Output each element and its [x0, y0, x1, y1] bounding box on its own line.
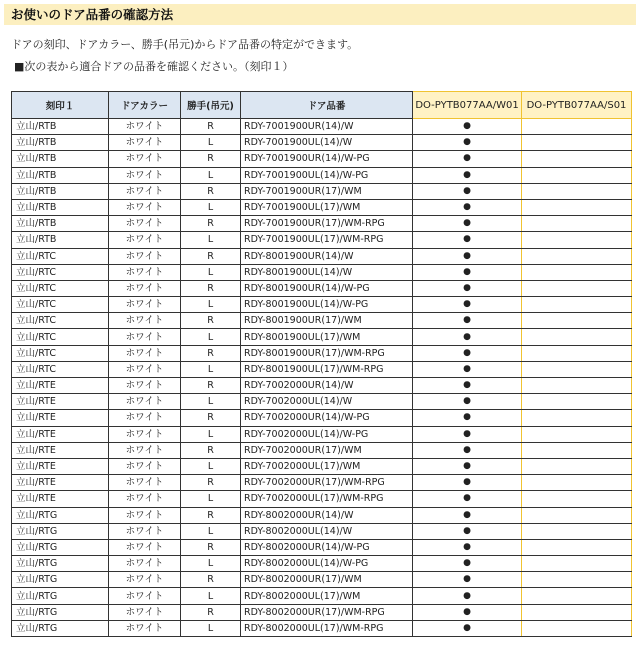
- table-row: [12, 523, 632, 539]
- table-row: [12, 507, 632, 523]
- cell-door-color: ホワイト: [109, 264, 181, 280]
- cell-stamp: 立山/RTB: [12, 183, 109, 199]
- cell-product-w01-mark: ●: [413, 183, 522, 199]
- cell-stamp: 立山/RTG: [12, 507, 109, 523]
- cell-product-s01-mark: [522, 345, 632, 361]
- cell-door-color: ホワイト: [109, 556, 181, 572]
- cell-product-s01-mark: [522, 442, 632, 458]
- cell-product-w01-mark: ●: [413, 604, 522, 620]
- cell-product-w01-mark: ●: [413, 507, 522, 523]
- cell-door-color: ホワイト: [109, 313, 181, 329]
- cell-hinge-side: L: [181, 588, 241, 604]
- cell-hinge-side: R: [181, 119, 241, 135]
- cell-product-s01-mark: [522, 199, 632, 215]
- table-row: [12, 264, 632, 280]
- cell-product-s01-mark: [522, 151, 632, 167]
- table-row: [12, 442, 632, 458]
- cell-door-part-number: RDY-7002000UL(17)/WM-RPG: [241, 491, 413, 507]
- cell-hinge-side: R: [181, 345, 241, 361]
- cell-hinge-side: L: [181, 426, 241, 442]
- cell-product-w01-mark: ●: [413, 442, 522, 458]
- cell-product-w01-mark: ●: [413, 345, 522, 361]
- cell-door-color: ホワイト: [109, 199, 181, 215]
- cell-product-s01-mark: [522, 183, 632, 199]
- cell-hinge-side: L: [181, 329, 241, 345]
- cell-stamp: 立山/RTG: [12, 556, 109, 572]
- cell-hinge-side: L: [181, 264, 241, 280]
- cell-stamp: 立山/RTG: [12, 523, 109, 539]
- cell-hinge-side: R: [181, 151, 241, 167]
- cell-stamp: 立山/RTC: [12, 345, 109, 361]
- cell-product-w01-mark: ●: [413, 297, 522, 313]
- cell-door-part-number: RDY-7002000UR(14)/W: [241, 378, 413, 394]
- cell-door-part-number: RDY-8002000UR(17)/WM: [241, 572, 413, 588]
- cell-product-w01-mark: ●: [413, 426, 522, 442]
- table-row: [12, 556, 632, 572]
- cell-door-color: ホワイト: [109, 119, 181, 135]
- header-door-part-number: ドア品番: [241, 92, 413, 119]
- cell-door-part-number: RDY-8001900UL(14)/W-PG: [241, 297, 413, 313]
- cell-door-color: ホワイト: [109, 442, 181, 458]
- table-row: [12, 572, 632, 588]
- table-row: [12, 410, 632, 426]
- cell-stamp: 立山/RTE: [12, 410, 109, 426]
- cell-door-color: ホワイト: [109, 232, 181, 248]
- cell-door-color: ホワイト: [109, 604, 181, 620]
- cell-product-w01-mark: ●: [413, 151, 522, 167]
- cell-product-s01-mark: [522, 620, 632, 636]
- cell-hinge-side: L: [181, 394, 241, 410]
- cell-door-part-number: RDY-8002000UR(14)/W: [241, 507, 413, 523]
- cell-stamp: 立山/RTB: [12, 167, 109, 183]
- cell-product-w01-mark: ●: [413, 475, 522, 491]
- table-row: [12, 475, 632, 491]
- cell-hinge-side: R: [181, 572, 241, 588]
- cell-stamp: 立山/RTB: [12, 216, 109, 232]
- cell-door-part-number: RDY-8001900UR(14)/W: [241, 248, 413, 264]
- cell-product-s01-mark: [522, 119, 632, 135]
- header-stamp: 刻印１: [12, 92, 109, 119]
- cell-product-w01-mark: ●: [413, 491, 522, 507]
- cell-hinge-side: R: [181, 378, 241, 394]
- table-body: [12, 119, 632, 637]
- cell-product-w01-mark: ●: [413, 280, 522, 296]
- table-row: [12, 183, 632, 199]
- cell-stamp: 立山/RTB: [12, 119, 109, 135]
- cell-stamp: 立山/RTE: [12, 394, 109, 410]
- cell-product-s01-mark: [522, 604, 632, 620]
- header-door-color: ドアカラー: [109, 92, 181, 119]
- cell-product-s01-mark: [522, 539, 632, 555]
- cell-door-color: ホワイト: [109, 248, 181, 264]
- cell-door-color: ホワイト: [109, 135, 181, 151]
- cell-door-color: ホワイト: [109, 329, 181, 345]
- cell-hinge-side: R: [181, 475, 241, 491]
- cell-product-w01-mark: ●: [413, 119, 522, 135]
- table-row: [12, 620, 632, 636]
- door-compatibility-table: [11, 91, 632, 637]
- cell-door-part-number: RDY-7002000UL(17)/WM: [241, 458, 413, 474]
- cell-product-w01-mark: ●: [413, 248, 522, 264]
- header-hinge-side: 勝手(吊元): [181, 92, 241, 119]
- cell-door-part-number: RDY-8001900UR(17)/WM-RPG: [241, 345, 413, 361]
- cell-stamp: 立山/RTE: [12, 442, 109, 458]
- cell-hinge-side: R: [181, 604, 241, 620]
- cell-stamp: 立山/RTB: [12, 151, 109, 167]
- table-row: [12, 248, 632, 264]
- table-row: [12, 491, 632, 507]
- cell-door-color: ホワイト: [109, 410, 181, 426]
- cell-hinge-side: L: [181, 297, 241, 313]
- cell-hinge-side: R: [181, 507, 241, 523]
- cell-door-part-number: RDY-8002000UR(17)/WM-RPG: [241, 604, 413, 620]
- cell-product-s01-mark: [522, 588, 632, 604]
- cell-stamp: 立山/RTG: [12, 539, 109, 555]
- cell-door-part-number: RDY-7002000UR(17)/WM-RPG: [241, 475, 413, 491]
- cell-product-w01-mark: ●: [413, 199, 522, 215]
- cell-hinge-side: R: [181, 248, 241, 264]
- cell-door-color: ホワイト: [109, 523, 181, 539]
- cell-stamp: 立山/RTC: [12, 329, 109, 345]
- cell-hinge-side: L: [181, 167, 241, 183]
- cell-door-color: ホワイト: [109, 167, 181, 183]
- cell-stamp: 立山/RTB: [12, 199, 109, 215]
- table-row: [12, 588, 632, 604]
- description-text: ドアの刻印、ドアカラー、勝手(吊元)からドア品番の特定ができます。: [11, 38, 359, 51]
- cell-product-w01-mark: ●: [413, 620, 522, 636]
- cell-product-w01-mark: ●: [413, 167, 522, 183]
- cell-product-s01-mark: [522, 264, 632, 280]
- cell-stamp: 立山/RTG: [12, 572, 109, 588]
- cell-product-s01-mark: [522, 216, 632, 232]
- cell-door-color: ホワイト: [109, 280, 181, 296]
- cell-stamp: 立山/RTE: [12, 475, 109, 491]
- cell-product-w01-mark: ●: [413, 232, 522, 248]
- cell-stamp: 立山/RTC: [12, 264, 109, 280]
- table-row: [12, 199, 632, 215]
- cell-hinge-side: L: [181, 199, 241, 215]
- cell-hinge-side: L: [181, 458, 241, 474]
- cell-door-part-number: RDY-7002000UL(14)/W: [241, 394, 413, 410]
- cell-product-w01-mark: ●: [413, 556, 522, 572]
- table-row: [12, 232, 632, 248]
- cell-door-color: ホワイト: [109, 183, 181, 199]
- table-row: [12, 135, 632, 151]
- cell-door-color: ホワイト: [109, 426, 181, 442]
- cell-door-color: ホワイト: [109, 588, 181, 604]
- cell-door-part-number: RDY-8001900UL(17)/WM: [241, 329, 413, 345]
- cell-stamp: 立山/RTE: [12, 378, 109, 394]
- cell-product-w01-mark: ●: [413, 539, 522, 555]
- cell-product-w01-mark: ●: [413, 378, 522, 394]
- cell-door-color: ホワイト: [109, 458, 181, 474]
- cell-product-s01-mark: [522, 280, 632, 296]
- cell-hinge-side: L: [181, 232, 241, 248]
- cell-stamp: 立山/RTB: [12, 232, 109, 248]
- cell-stamp: 立山/RTC: [12, 280, 109, 296]
- table-row: [12, 394, 632, 410]
- cell-product-w01-mark: ●: [413, 329, 522, 345]
- cell-hinge-side: R: [181, 410, 241, 426]
- cell-hinge-side: R: [181, 280, 241, 296]
- cell-door-color: ホワイト: [109, 475, 181, 491]
- cell-product-s01-mark: [522, 232, 632, 248]
- cell-product-s01-mark: [522, 491, 632, 507]
- cell-door-part-number: RDY-8001900UL(17)/WM-RPG: [241, 361, 413, 377]
- cell-hinge-side: R: [181, 313, 241, 329]
- instruction-text: ■次の表から適合ドアの品番を確認ください。（刻印１）: [14, 60, 294, 73]
- cell-hinge-side: L: [181, 523, 241, 539]
- page-title: お使いのドア品番の確認方法: [4, 4, 636, 25]
- cell-door-part-number: RDY-8002000UL(14)/W: [241, 523, 413, 539]
- cell-door-color: ホワイト: [109, 345, 181, 361]
- cell-door-part-number: RDY-7001900UR(14)/W-PG: [241, 151, 413, 167]
- cell-door-part-number: RDY-7001900UL(14)/W: [241, 135, 413, 151]
- cell-door-color: ホワイト: [109, 394, 181, 410]
- cell-product-s01-mark: [522, 394, 632, 410]
- cell-product-w01-mark: ●: [413, 572, 522, 588]
- cell-product-s01-mark: [522, 523, 632, 539]
- cell-hinge-side: L: [181, 491, 241, 507]
- cell-stamp: 立山/RTE: [12, 426, 109, 442]
- cell-door-part-number: RDY-7001900UL(17)/WM-RPG: [241, 232, 413, 248]
- cell-stamp: 立山/RTE: [12, 458, 109, 474]
- cell-door-part-number: RDY-8002000UL(14)/W-PG: [241, 556, 413, 572]
- table-row: [12, 458, 632, 474]
- cell-product-w01-mark: ●: [413, 588, 522, 604]
- cell-door-color: ホワイト: [109, 507, 181, 523]
- cell-product-s01-mark: [522, 313, 632, 329]
- table-row: [12, 539, 632, 555]
- cell-door-part-number: RDY-7001900UR(17)/WM-RPG: [241, 216, 413, 232]
- table-row: [12, 378, 632, 394]
- cell-product-w01-mark: ●: [413, 410, 522, 426]
- cell-stamp: 立山/RTC: [12, 248, 109, 264]
- cell-door-part-number: RDY-7002000UL(14)/W-PG: [241, 426, 413, 442]
- cell-product-s01-mark: [522, 378, 632, 394]
- cell-door-part-number: RDY-7001900UL(14)/W-PG: [241, 167, 413, 183]
- cell-product-w01-mark: ●: [413, 458, 522, 474]
- table-row: [12, 426, 632, 442]
- cell-product-w01-mark: ●: [413, 361, 522, 377]
- cell-door-part-number: RDY-8002000UL(17)/WM: [241, 588, 413, 604]
- cell-door-color: ホワイト: [109, 491, 181, 507]
- table-row: [12, 297, 632, 313]
- table-row: [12, 604, 632, 620]
- cell-stamp: 立山/RTG: [12, 604, 109, 620]
- cell-product-w01-mark: ●: [413, 135, 522, 151]
- cell-product-s01-mark: [522, 135, 632, 151]
- cell-hinge-side: R: [181, 183, 241, 199]
- cell-product-s01-mark: [522, 475, 632, 491]
- cell-product-s01-mark: [522, 458, 632, 474]
- cell-stamp: 立山/RTB: [12, 135, 109, 151]
- cell-stamp: 立山/RTC: [12, 297, 109, 313]
- header-product-s01: DO-PYTB077AA/S01: [522, 92, 632, 119]
- cell-product-w01-mark: ●: [413, 216, 522, 232]
- table-row: [12, 151, 632, 167]
- cell-door-part-number: RDY-7001900UR(14)/W: [241, 119, 413, 135]
- cell-product-w01-mark: ●: [413, 264, 522, 280]
- cell-door-color: ホワイト: [109, 620, 181, 636]
- cell-door-part-number: RDY-8001900UL(14)/W: [241, 264, 413, 280]
- cell-product-s01-mark: [522, 426, 632, 442]
- cell-door-color: ホワイト: [109, 361, 181, 377]
- cell-product-s01-mark: [522, 297, 632, 313]
- cell-door-color: ホワイト: [109, 297, 181, 313]
- table-row: [12, 313, 632, 329]
- cell-product-s01-mark: [522, 507, 632, 523]
- table-row: [12, 280, 632, 296]
- cell-door-color: ホワイト: [109, 539, 181, 555]
- cell-door-color: ホワイト: [109, 151, 181, 167]
- cell-stamp: 立山/RTC: [12, 313, 109, 329]
- cell-hinge-side: R: [181, 216, 241, 232]
- cell-door-part-number: RDY-8001900UR(14)/W-PG: [241, 280, 413, 296]
- cell-door-color: ホワイト: [109, 378, 181, 394]
- table-row: [12, 345, 632, 361]
- cell-stamp: 立山/RTC: [12, 361, 109, 377]
- cell-product-w01-mark: ●: [413, 523, 522, 539]
- table-row: [12, 361, 632, 377]
- cell-product-w01-mark: ●: [413, 394, 522, 410]
- table-row: [12, 119, 632, 135]
- cell-door-color: ホワイト: [109, 572, 181, 588]
- cell-product-s01-mark: [522, 410, 632, 426]
- cell-door-part-number: RDY-8002000UR(14)/W-PG: [241, 539, 413, 555]
- cell-door-part-number: RDY-7002000UR(14)/W-PG: [241, 410, 413, 426]
- cell-door-color: ホワイト: [109, 216, 181, 232]
- cell-door-part-number: RDY-7002000UR(17)/WM: [241, 442, 413, 458]
- header-product-w01: DO-PYTB077AA/W01: [413, 92, 522, 119]
- cell-product-s01-mark: [522, 556, 632, 572]
- cell-product-s01-mark: [522, 248, 632, 264]
- table-row: [12, 167, 632, 183]
- cell-hinge-side: R: [181, 442, 241, 458]
- cell-door-part-number: RDY-8001900UR(17)/WM: [241, 313, 413, 329]
- cell-door-part-number: RDY-8002000UL(17)/WM-RPG: [241, 620, 413, 636]
- cell-stamp: 立山/RTG: [12, 620, 109, 636]
- cell-hinge-side: L: [181, 556, 241, 572]
- cell-door-part-number: RDY-7001900UL(17)/WM: [241, 199, 413, 215]
- cell-product-s01-mark: [522, 167, 632, 183]
- table-row: [12, 216, 632, 232]
- cell-product-s01-mark: [522, 329, 632, 345]
- cell-hinge-side: R: [181, 539, 241, 555]
- cell-hinge-side: L: [181, 620, 241, 636]
- table-row: [12, 329, 632, 345]
- cell-stamp: 立山/RTG: [12, 588, 109, 604]
- cell-stamp: 立山/RTE: [12, 491, 109, 507]
- cell-hinge-side: L: [181, 135, 241, 151]
- cell-product-s01-mark: [522, 361, 632, 377]
- cell-hinge-side: L: [181, 361, 241, 377]
- cell-door-part-number: RDY-7001900UR(17)/WM: [241, 183, 413, 199]
- cell-product-w01-mark: ●: [413, 313, 522, 329]
- cell-product-s01-mark: [522, 572, 632, 588]
- table-header-row: [12, 92, 632, 119]
